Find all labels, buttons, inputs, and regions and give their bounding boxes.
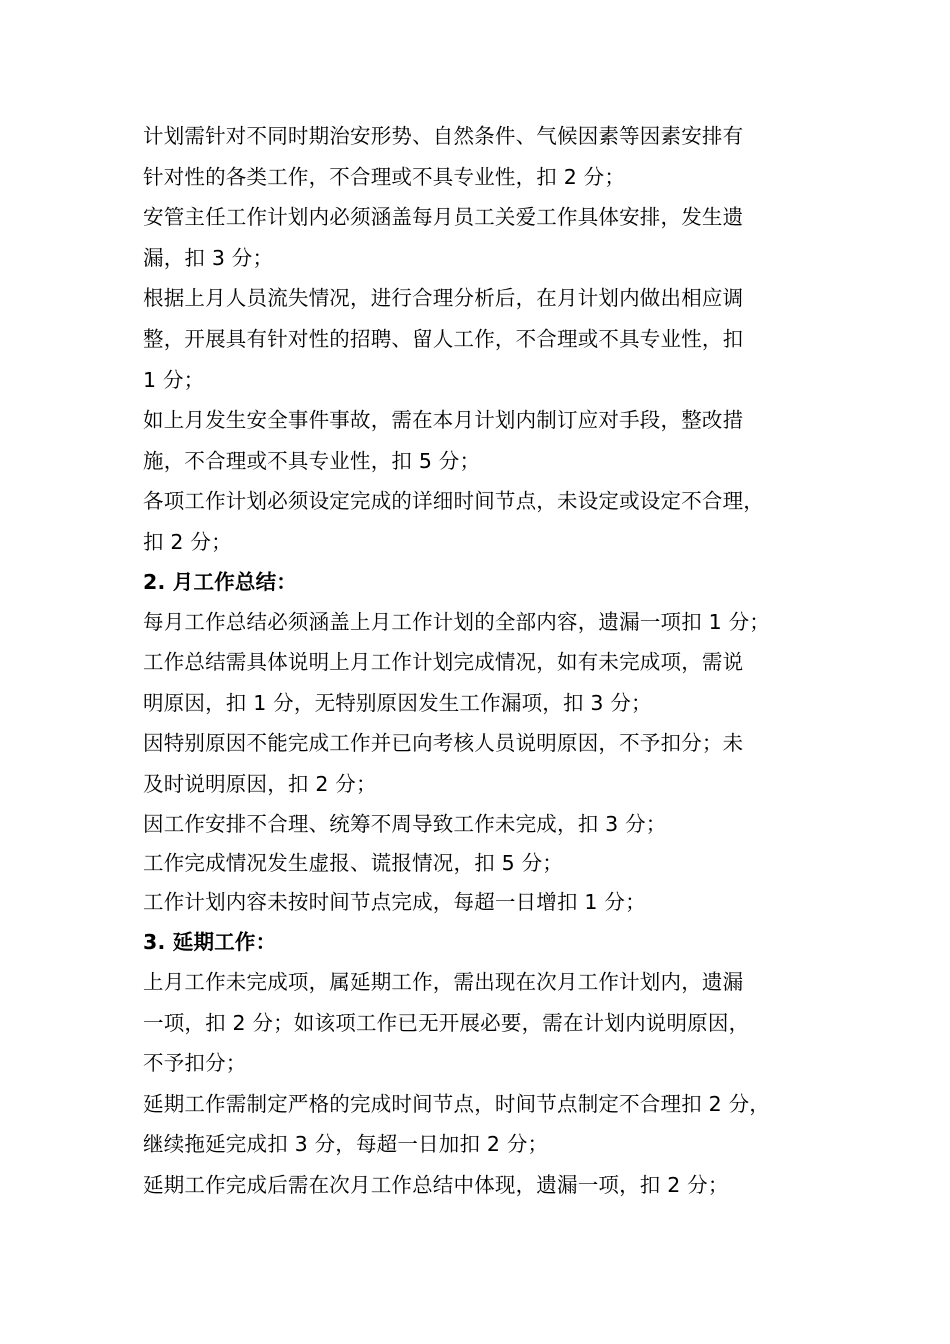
text-line: 一项，扣 2 分；如该项工作已无开展必要，需在计划内说明原因， [143,1011,750,1035]
text-line: 延期工作需制定严格的完成时间节点，时间节点制定不合理扣 2 分， [143,1092,770,1116]
text-line: 不予扣分； [143,1051,247,1075]
text-line: 及时说明原因，扣 2 分； [143,772,377,796]
text-line: 明原因，扣 1 分，无特别原因发生工作漏项，扣 3 分； [143,691,652,715]
text-line: 继续拖延完成扣 3 分，每超一日加扣 2 分； [143,1132,549,1156]
section-heading: 3. 延期工作： [143,930,277,954]
text-line: 针对性的各类工作，不合理或不具专业性，扣 2 分； [143,165,626,189]
text-line: 工作总结需具体说明上月工作计划完成情况，如有未完成项，需说 [143,650,744,674]
text-line: 因特别原因不能完成工作并已向考核人员说明原因，不予扣分；未 [143,731,744,755]
text-line: 施，不合理或不具专业性，扣 5 分； [143,449,481,473]
text-line: 各项工作计划必须设定完成的详细时间节点，未设定或设定不合理， [143,489,764,513]
text-line: 扣 2 分； [143,530,232,554]
text-line: 整，开展具有针对性的招聘、留人工作，不合理或不具专业性，扣 [143,327,744,351]
text-line: 计划需针对不同时期治安形势、自然条件、气候因素等因素安排有 [143,124,744,148]
text-line: 因工作安排不合理、统筹不周导致工作未完成，扣 3 分； [143,812,667,836]
text-line: 工作完成情况发生虚报、谎报情况，扣 5 分； [143,851,563,875]
text-line: 每月工作总结必须涵盖上月工作计划的全部内容，遗漏一项扣 1 分； [143,610,770,634]
section-heading: 2. 月工作总结： [143,570,297,594]
text-line: 工作计划内容未按时间节点完成，每超一日增扣 1 分； [143,890,646,914]
text-line: 根据上月人员流失情况，进行合理分析后，在月计划内做出相应调 [143,286,744,310]
text-line: 漏，扣 3 分； [143,246,274,270]
text-line: 安管主任工作计划内必须涵盖每月员工关爱工作具体安排，发生遗 [143,205,744,229]
text-line: 如上月发生安全事件事故，需在本月计划内制订应对手段，整改措 [143,408,744,432]
text-line: 延期工作完成后需在次月工作总结中体现，遗漏一项，扣 2 分； [143,1173,729,1197]
text-line: 上月工作未完成项，属延期工作，需出现在次月工作计划内，遗漏 [143,970,744,994]
text-line: 1 分； [143,368,205,392]
